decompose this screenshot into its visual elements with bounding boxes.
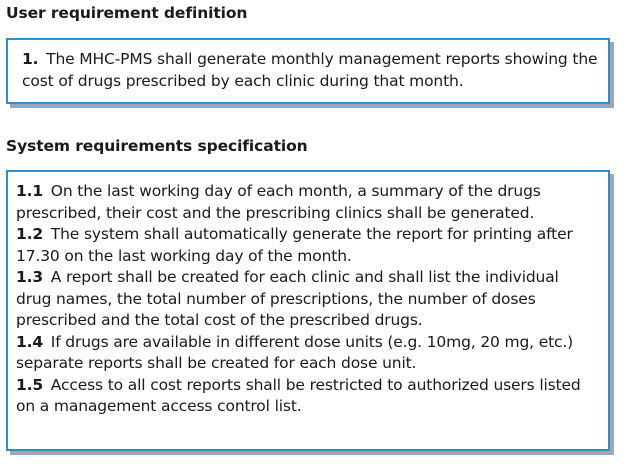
requirement-number: 1.2: [16, 225, 44, 243]
system-requirement-item: [16, 267, 598, 332]
system-requirement-item: [16, 181, 598, 224]
requirement-text: If drugs are available in different dose units (e.g. 10mg, 20 mg, etc.) separate reports shall be created for each dose unit.: [16, 332, 574, 372]
system-requirements-heading: System requirements specification: [6, 137, 308, 155]
requirement-number: 1.: [22, 50, 39, 68]
system-requirement-item: [16, 224, 598, 267]
requirement-number: 1.3: [16, 268, 44, 286]
requirement-text: A report shall be created for each clinic and shall list the individual drug names, the total number of prescriptions, the number of doses prescribed and the total cost of the prescribed drugs.: [16, 268, 559, 329]
requirement-number: 1.5: [16, 375, 44, 394]
user-requirement-box: [6, 38, 610, 104]
user-requirement-paragraph: [22, 49, 598, 92]
system-requirements-box: [6, 170, 610, 451]
requirement-text: The system shall automatically generate the report for printing after 17.30 on the last working day of the month.: [16, 225, 573, 265]
requirement-number: 1.4: [16, 332, 44, 351]
system-requirement-item: [16, 332, 598, 375]
requirement-text: The MHC-PMS shall generate monthly management reports showing the cost of drugs prescribed by each clinic during that month.: [22, 50, 598, 90]
user-requirement-heading: User requirement definition: [6, 4, 248, 22]
requirement-number: 1.1: [16, 182, 44, 200]
system-requirement-item: [16, 375, 598, 418]
requirement-text: On the last working day of each month, a summary of the drugs prescribed, their cost and the prescribing clinics shall be generated.: [16, 182, 541, 222]
requirement-text: Access to all cost reports shall be restricted to authorized users listed on a management access control list.: [16, 375, 581, 415]
